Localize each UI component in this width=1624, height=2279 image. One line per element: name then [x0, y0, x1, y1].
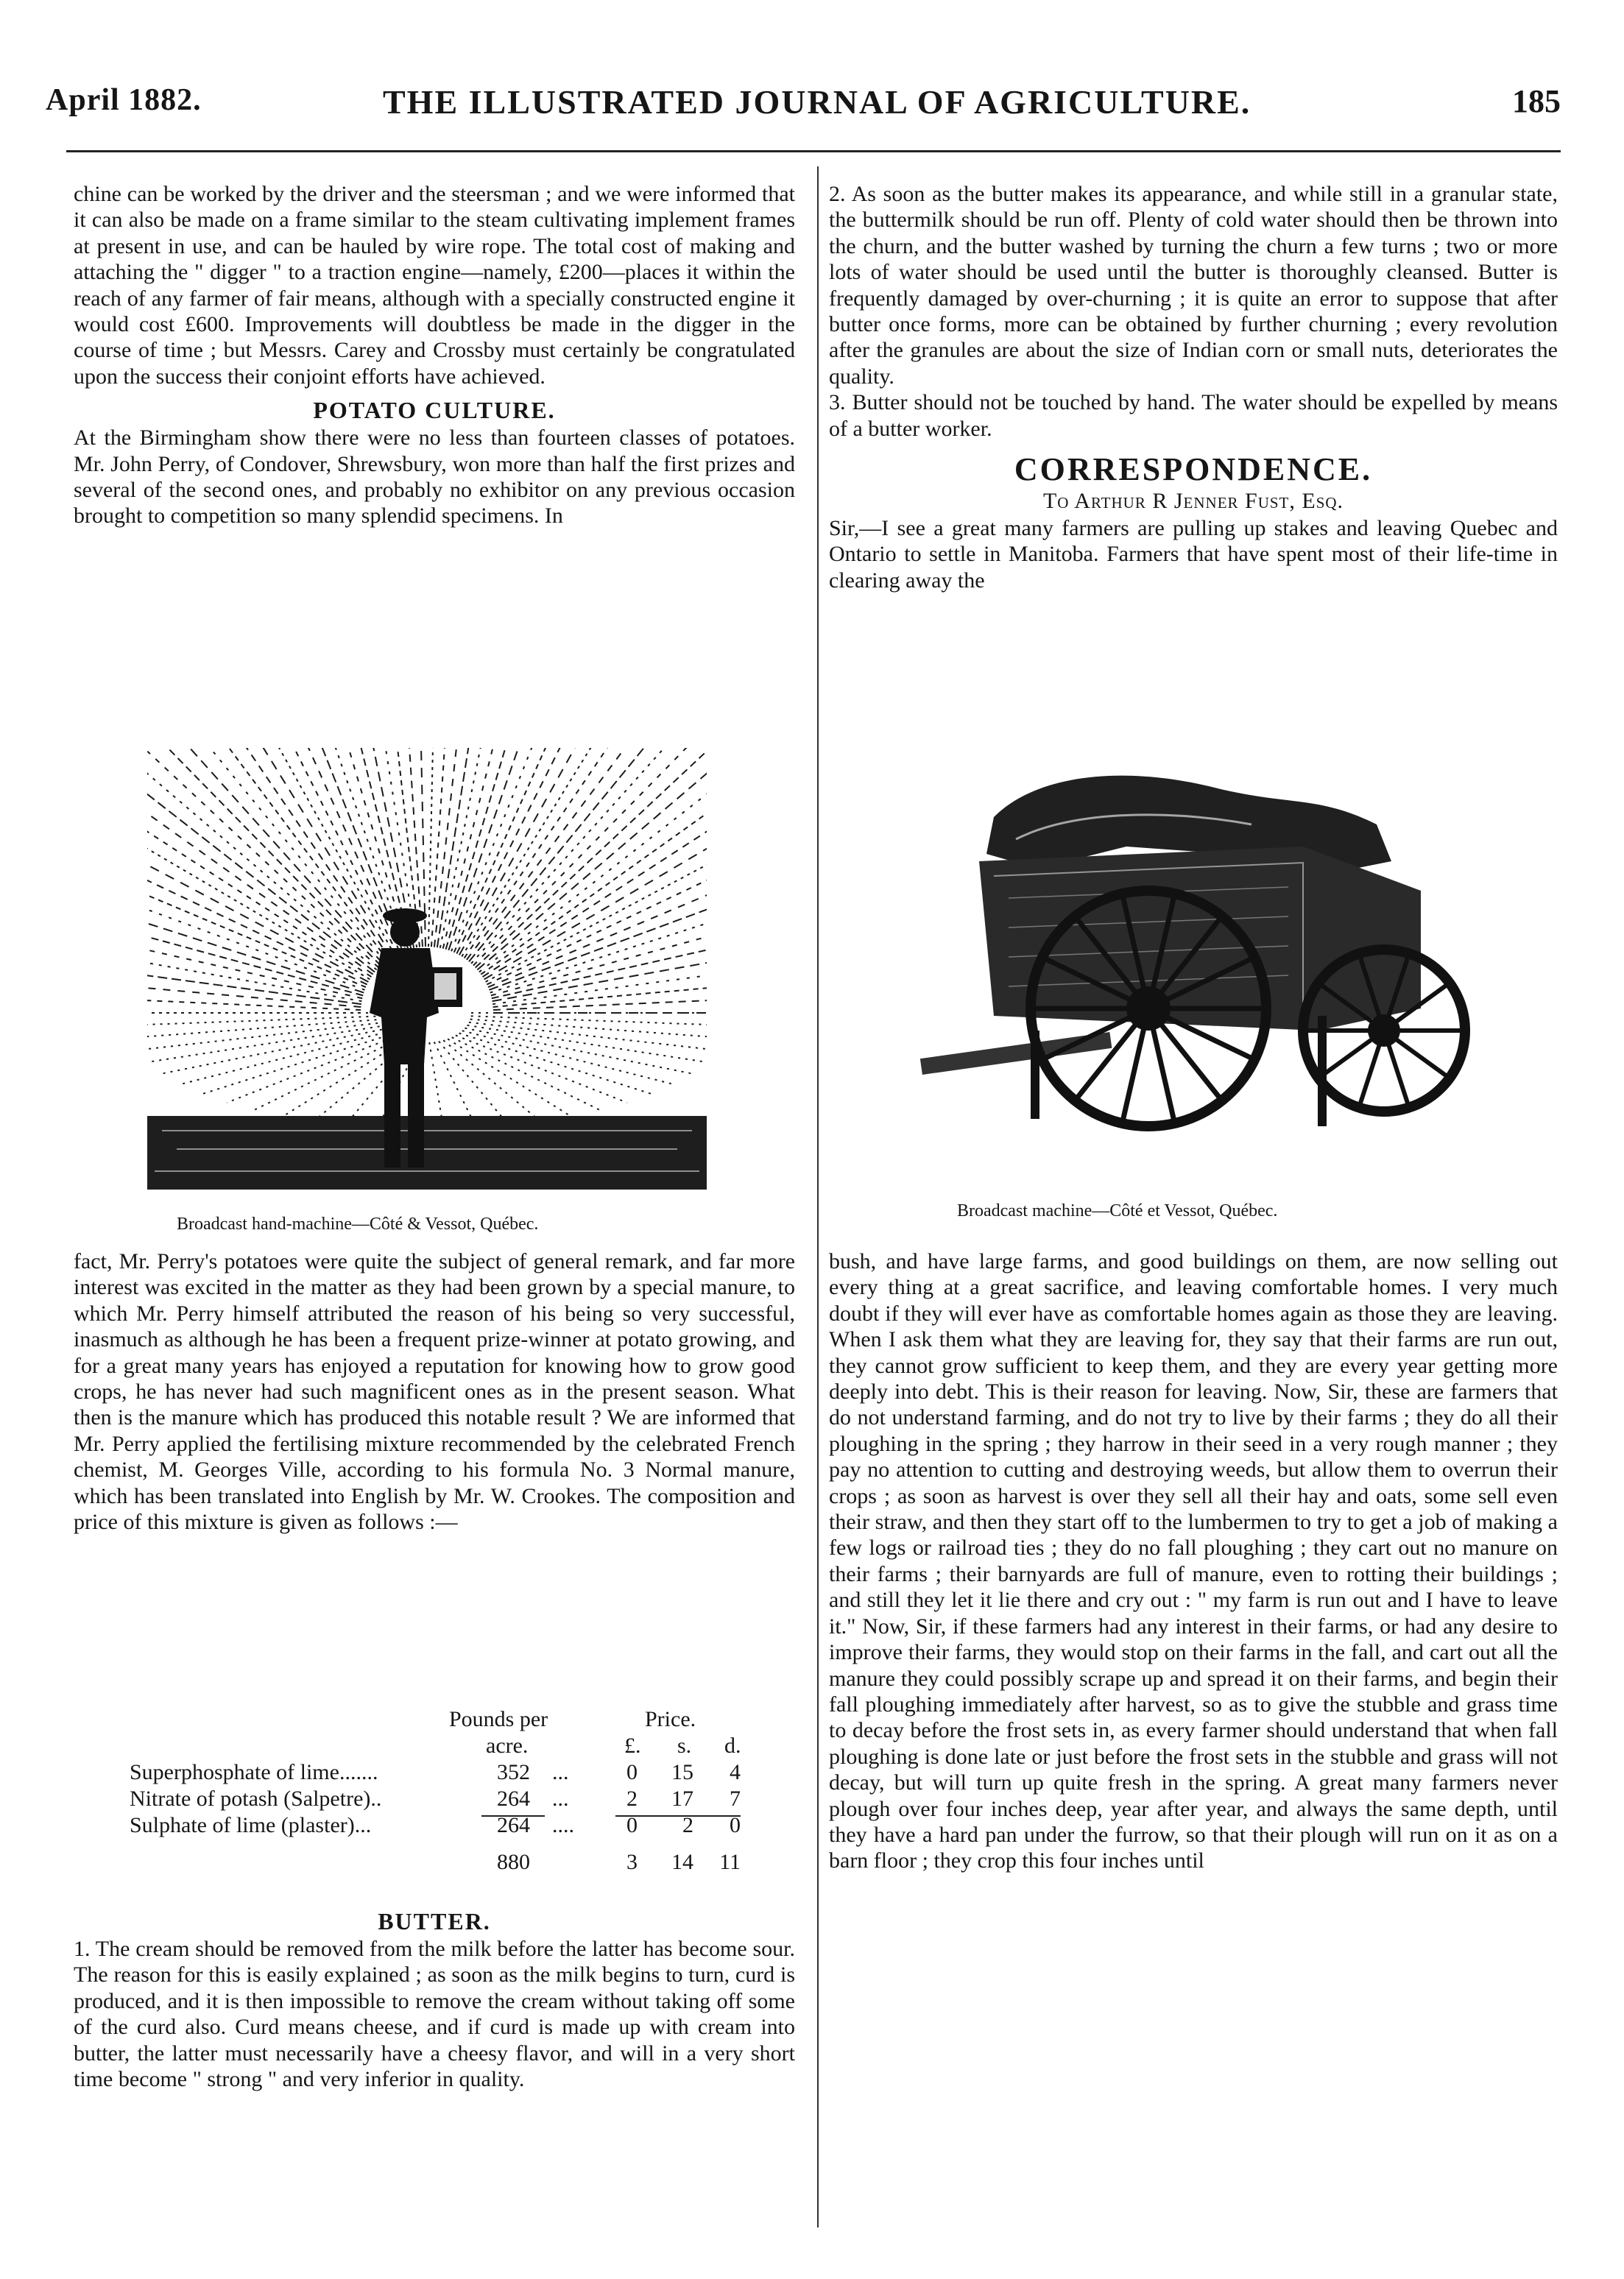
table-d: 4 — [730, 1760, 741, 1784]
table-total-l: 3 — [626, 1850, 638, 1874]
table-s: 2 — [682, 1813, 693, 1837]
header-title: THE ILLUSTRATED JOURNAL OF AGRICULTURE. — [383, 83, 1251, 121]
left-figure-caption: Broadcast hand-machine—Côté & Vessot, Québec. — [177, 1215, 539, 1234]
table-header-row — [130, 1706, 770, 1733]
broadcast-machine-illustration — [905, 766, 1494, 1178]
potato-paragraph-1: At the Birmingham show there were no less than fourteen classes of potatoes. Mr. John Perry, of Condover, Shrewsbury, won more than half the first prizes and several of the second ones, and probably no exhibitor on any previous occasion brought to competition so many splendid specimens. In — [74, 425, 795, 529]
butter-paragraph-2: 2. As soon as the butter makes its appearance, and while still in a granular state, the buttermilk should be run off. Plenty of cold water should then be thrown into the churn, and the butter washed by turning the churn a few turns ; two or more lots of water should be used until the butter is thoroughly cleansed. Butter is frequently damaged by over-churning ; it is quite an error to suppose that after butter once forms, more can be obtained by further churning ; every revolution after the granules are about the size of Indian corn or small nuts, deteriorates the quality. — [829, 182, 1558, 389]
letter-address: To Arthur R Jenner Fust, Esq. — [1042, 489, 1344, 514]
table-sum-rule — [481, 1815, 545, 1817]
correspondence-heading: CORRESPONDENCE. — [1014, 451, 1373, 488]
table-header-acre: acre. — [486, 1734, 529, 1758]
table-row — [130, 1759, 770, 1786]
right-figure-caption: Broadcast machine—Côté et Vessot, Québec. — [957, 1201, 1278, 1220]
table-item: Sulphate of lime (plaster)... — [130, 1813, 372, 1837]
manure-composition-table — [130, 1706, 770, 1876]
table-total-pounds: 880 — [497, 1850, 530, 1874]
table-dots: ... — [552, 1760, 569, 1784]
left-column-bottom — [74, 1248, 795, 1535]
potato-paragraph-2: fact, Mr. Perry's potatoes were quite the subject of general remark, and far more interest was excited in the matter as they had been grown by a special manure, to which Mr. Perry himself attributed the reason of his being so very successful, inasmuch as although he has been a frequent prize-winner at potato growing, and for a great many years has enjoyed a reputation for knowing how to grow good crops, he has never had such magnificent ones as in the present season. What then is the manure which has produced this notable result ? We are informed that Mr. Perry applied the fertilising mixture recommended by the celebrated French chemist, M. Georges Ville, according to his formula No. 3 Normal manure, which has been translated into English by Mr. W. Crookes. The composition and price of this mixture is given as follows :— — [74, 1249, 795, 1535]
right-column-top — [829, 181, 1558, 593]
butter-paragraph-1: 1. The cream should be removed from the milk before the latter has become sour. The reason for this is easily explained ; as soon as the milk begins to turn, curd is produced, and it is then impossible to remove the cream without taking off some of the curd also. Curd means cheese, and if curd is made up with cream into butter, the latter must necessarily have a cheesy flavor, and will in a very short time become " strong " and very inferior in quality. — [74, 1937, 795, 2092]
table-l: 2 — [626, 1787, 638, 1811]
broadcast-hand-machine-illustration — [147, 748, 707, 1190]
table-s: 17 — [671, 1787, 693, 1811]
right-column-bottom — [829, 1248, 1558, 1874]
table-sum-rule — [615, 1815, 741, 1817]
table-header-pence: d. — [724, 1734, 741, 1758]
letter-paragraph-1: Sir,—I see a great many farmers are pulling up stakes and leaving Quebec and Ontario to settle in Manitoba. Farmers that have spent most of their life-time in clearing away the — [829, 516, 1558, 593]
table-header-pounds: Pounds per — [449, 1707, 548, 1731]
table-pounds: 264 — [497, 1813, 530, 1837]
table-header-pounds-sterling: £. — [624, 1734, 641, 1758]
table-pounds: 352 — [497, 1760, 530, 1784]
table-s: 15 — [671, 1760, 693, 1784]
table-item: Superphosphate of lime....... — [130, 1760, 378, 1784]
left-column-butter — [74, 1907, 795, 2092]
header-date: April 1882. — [46, 83, 202, 117]
table-item: Nitrate of potash (Salpetre).. — [130, 1787, 382, 1811]
table-l: 0 — [626, 1813, 638, 1837]
column-divider — [817, 166, 819, 2227]
table-l: 0 — [626, 1760, 638, 1784]
table-total-d: 11 — [719, 1850, 741, 1874]
table-d: 0 — [730, 1813, 741, 1837]
table-header-shillings: s. — [677, 1734, 692, 1758]
intro-paragraph: chine can be worked by the driver and the steersman ; and we were informed that it can also be made on a frame similar to the steam cultivating implement frames at present in use, and can be hauled by wire rope. The total cost of making and attaching the " digger " to a traction engine—namely, £200—places it within the reach of any farmer of fair means, although with a specially constructed engine it would cost £600. Improvements will doubtless be made in the digger in the course of time ; but Messrs. Carey and Crossby must certainly be congratulated upon the success their conjoint efforts have achieved. — [74, 182, 795, 389]
header-rule — [66, 150, 1561, 152]
butter-paragraph-3: 3. Butter should not be touched by hand. The water should be expelled by means of a butter worker. — [829, 390, 1558, 441]
page-number: 185 — [1512, 83, 1561, 119]
table-total-row — [130, 1849, 770, 1876]
table-subheader-row — [130, 1733, 770, 1759]
table-row — [130, 1786, 770, 1812]
butter-heading: BUTTER. — [378, 1908, 491, 1935]
table-d: 7 — [730, 1787, 741, 1811]
letter-paragraph-2: bush, and have large farms, and good buildings on them, are now selling out every thing at a great sacrifice, and leaving comfortable homes. I very much doubt if they will ever have as comfortable homes again as those they are leaving. When I ask them what they are leaving for, they say that their farms are run out, they cannot grow sufficient to keep them, and they are every year getting more deeply into debt. This is their reason for leaving. Now, Sir, these are farmers that do not understand farming, and do not try to live by their farms ; they do all their ploughing in the spring ; they harrow in their seed in a very rough manner ; they pay no attention to cutting and destroying weeds, but allow them to overrun their crops ; as soon as harvest is over they sell all their hay and oats, some sell even their straw, and then they start off to the lumbermen to try to get a job of making a few logs or railroad ties ; they do no fall ploughing ; they cart out no manure on their farms ; their barnyards are full of manure, even to rotting their buildings ; and still they let it lie there and cry out : " my farm is run out and I have to leave it." Now, Sir, if these farmers had any interest in their farms, or had any desire to improve their farms, they would stop on their farms in the fall, and cart out all the manure they could possibly scrape up and spread it on their farms, and begin their fall ploughing immediately after harvest, so as to give the stubble and grass time to decay before the frost sets in, as every farmer should understand that when fall ploughing is done late or just before the frost sets in the stubble and grass will not decay, but will turn up quite fresh in the spring. A great many farmers never plough over four inches deep, year after year, and always the same depth, until they have a hard pan under the furrow, so that their plough will run on it as on a barn floor ; they crop this four inches until — [829, 1249, 1558, 1873]
table-dots: ... — [552, 1787, 569, 1811]
table-header-price: Price. — [645, 1707, 696, 1731]
table-dots: .... — [552, 1813, 574, 1837]
table-pounds: 264 — [497, 1787, 530, 1811]
left-column-top — [74, 181, 795, 529]
table-total-s: 14 — [671, 1850, 693, 1874]
potato-culture-heading: POTATO CULTURE. — [313, 397, 556, 424]
